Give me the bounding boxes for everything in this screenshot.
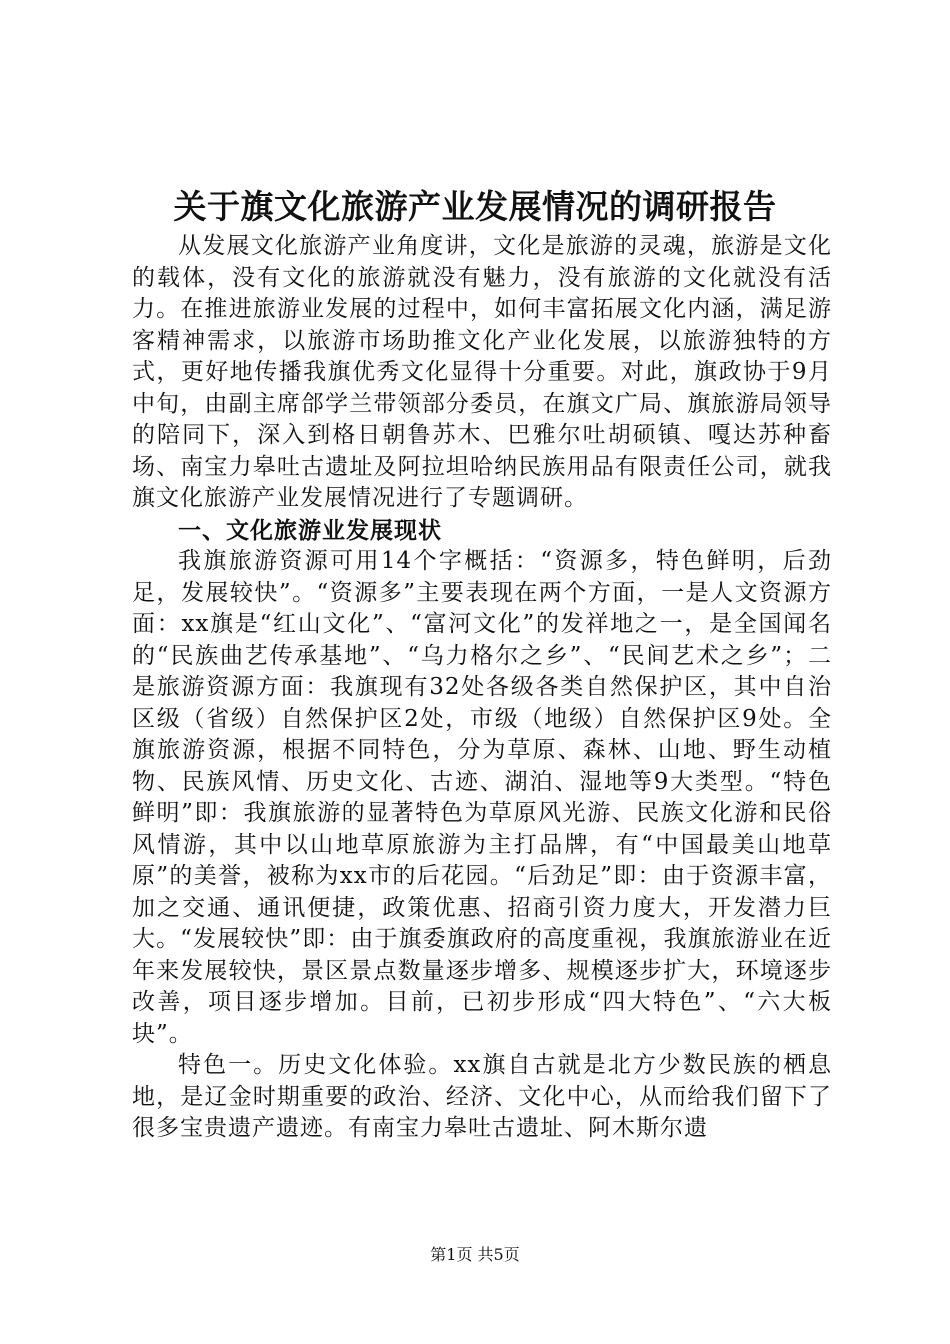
status-paragraph: 我旗旅游资源可用14个字概括：“资源多，特色鲜明，后劲足，发展较快”。“资源多”主要表现在两个方面，一是人文资源方面：xx旗是“红山文化”、“富河文化”的发祥地之一，是全国闻名的“民族曲艺传承基地”、“乌力格尔之乡”、“民间艺术之乡”；二是旅游资源方面：我旗现有32处各级各类自然保护区，其中自治区级（省级）自然保护区2处，市级（地级）自然保护区9处。全旗旅游资源，根据不同特色，分为草原、森林、山地、野生动植物、民族风情、历史文化、古迹、湖泊、湿地等9大类型。“特色鲜明”即：我旗旅游的显著特色为草原风光游、民族文化游和民俗风情游，其中以山地草原旅游为主打品牌，有“中国最美山地草原”的美誉，被称为xx市的后花园。“后劲足”即：由于资源丰富，加之交通、通讯便捷，政策优惠、招商引资力度大，开发潜力巨大。“发展较快”即：由于旗委旗政府的高度重视，我旗旅游业在近年来发展较快，景区景点数量逐步增多、规模逐步扩大，环境逐步改善，项目逐步增加。目前，已初步形成“四大特色”、“六大板块”。 bbox=[132, 548, 832, 1047]
intro-paragraph: 从发展文化旅游产业角度讲，文化是旅游的灵魂，旅游是文化的载体，没有文化的旅游就没有魅力，没有旅游的文化就没有活力。在推进旅游业发展的过程中，如何丰富拓展文化内涵，满足游客精神需求，以旅游市场助推文化产业化发展，以旅游独特的方式，更好地传播我旗优秀文化显得十分重要。对此，旗政协于9月中旬，由副主席郃学兰带领部分委员，在旗文广局、旗旅游局领导的陪同下，深入到格日朝鲁苏木、巴雅尔吐胡硕镇、嘎达苏种畜场、南宝力皋吐古遗址及阿拉坦哈纳民族用品有限责任公司，就我旗文化旅游产业发展情况进行了专题调研。 bbox=[132, 233, 832, 511]
document-body bbox=[132, 231, 832, 1145]
page-number: 第1页 共5页 bbox=[430, 1245, 520, 1264]
feature-one-paragraph: 特色一。历史文化体验。xx旗自古就是北方少数民族的栖息地，是辽金时期重要的政治、经济、文化中心，从而给我们留下了很多宝贵遗产遗迹。有南宝力皋吐古遗址、阿木斯尔遗 bbox=[132, 1052, 832, 1141]
section-heading: 一、文化旅游业发展现状 bbox=[178, 516, 442, 544]
document-title: 关于旗文化旅游产业发展情况的调研报告 bbox=[173, 187, 777, 226]
